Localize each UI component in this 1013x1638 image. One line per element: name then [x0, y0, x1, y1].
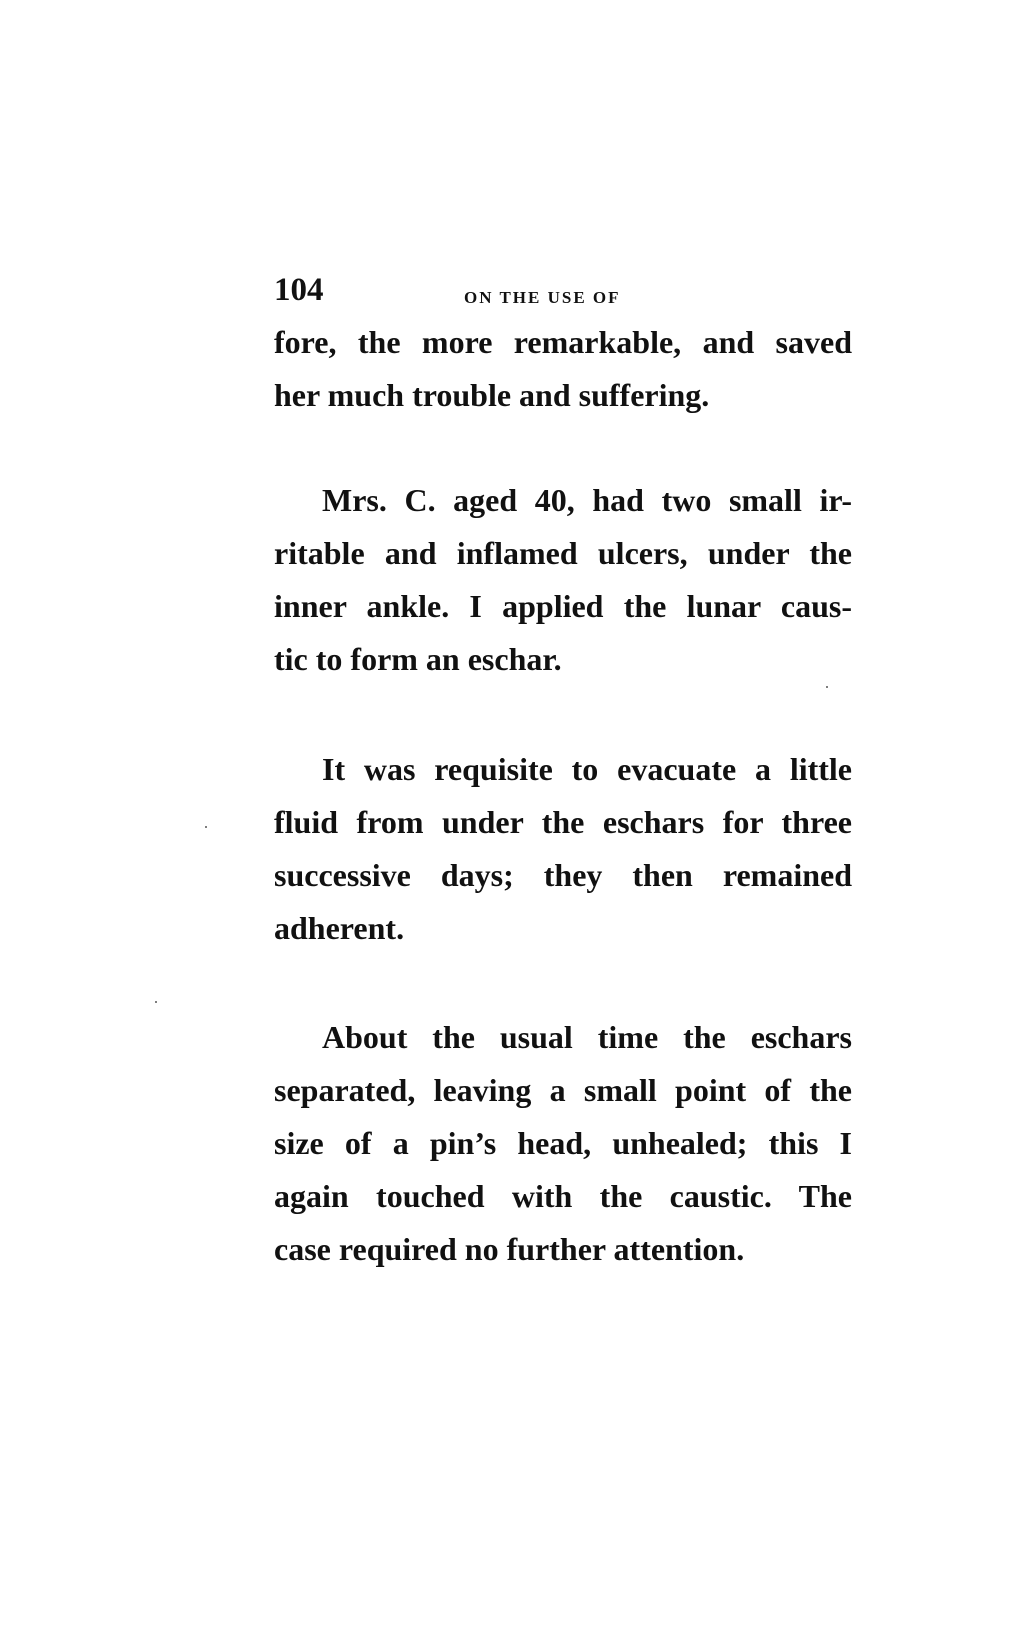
text-line: fore, the more remarkable, and saved: [274, 324, 852, 360]
text-line: her much trouble and suffering.: [274, 377, 710, 413]
scan-speck: [826, 686, 828, 688]
text-line: successive days; they then remained: [274, 857, 852, 893]
running-head: ON THE USE OF: [464, 288, 621, 307]
text-line: fluid from under the eschars for three: [274, 804, 852, 840]
text-line: inner ankle. I applied the lunar caus-: [274, 588, 852, 624]
text-line: again touched with the caustic. The: [274, 1178, 852, 1214]
text-line: adherent.: [274, 910, 405, 946]
text-line: ritable and inflamed ulcers, under the: [274, 535, 852, 571]
text-line: separated, leaving a small point of the: [274, 1072, 852, 1108]
text-line: It was requisite to evacuate a little: [322, 751, 852, 787]
scan-speck: [205, 826, 207, 828]
text-line: tic to form an eschar.: [274, 641, 562, 677]
text-line: case required no further attention.: [274, 1231, 745, 1267]
scan-speck: [155, 1001, 157, 1003]
text-line: About the usual time the eschars: [322, 1019, 852, 1055]
page-header: [274, 272, 854, 312]
text-line: Mrs. C. aged 40, had two small ir-: [322, 482, 852, 518]
text-line: size of a pin’s head, unhealed; this I: [274, 1125, 852, 1161]
page-number: 104: [274, 272, 324, 308]
